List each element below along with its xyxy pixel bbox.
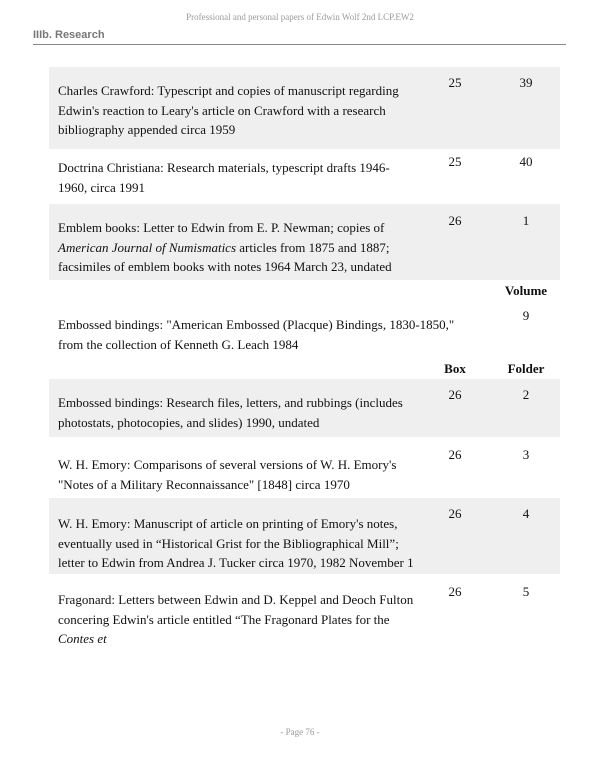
table-row — [49, 204, 560, 280]
folder-number: 5 — [522, 584, 530, 599]
row-description — [58, 218, 418, 277]
box-column-header: Box — [444, 361, 466, 376]
table-row — [49, 437, 560, 498]
table-row — [49, 498, 560, 574]
table-row — [49, 149, 560, 204]
table-row — [49, 379, 560, 437]
desc-italic-title: Contes et — [58, 631, 107, 646]
row-description — [58, 590, 418, 649]
desc-text: articles from 1875 and 1887; facsimiles of emblem books with notes 1964 March 23, undated — [58, 239, 392, 274]
table-row — [49, 67, 560, 149]
row-description: W. H. Emory: Comparisons of several versions of W. H. Emory's "Notes of a Military Reconnaissance" [1848] circa 1970 — [58, 457, 397, 492]
folder-number: 3 — [522, 447, 530, 462]
box-number: 25 — [448, 75, 462, 90]
box-number: 26 — [448, 506, 462, 521]
row-description: Doctrina Christiana: Research materials, typescript drafts 1946-1960, circa 1991 — [58, 160, 390, 195]
folder-number: 4 — [522, 506, 530, 521]
row-description: Charles Crawford: Typescript and copies of manuscript regarding Edwin's reaction to Leary's article on Crawford with a research bibliography appended circa 1959 — [58, 83, 399, 137]
folder-column-header: Folder — [507, 361, 545, 376]
box-number: 26 — [448, 447, 462, 462]
box-number: 26 — [448, 387, 462, 402]
table-row — [49, 303, 560, 359]
volume-number: 9 — [522, 308, 530, 323]
desc-text: Emblem books: Letter to Edwin from E. P. Newman; copies of — [58, 220, 385, 235]
box-number: 26 — [448, 213, 462, 228]
running-header: Professional and personal papers of Edwin Wolf 2nd LCP.EW2 — [186, 12, 414, 22]
folder-number: 2 — [522, 387, 530, 402]
box-number: 25 — [448, 154, 462, 169]
section-heading: IIIb. Research — [33, 29, 105, 41]
desc-text: Fragonard: Letters between Edwin and D. Keppel and Deoch Fulton concering Edwin's article entitled “The Fragonard Plates for the — [58, 592, 414, 627]
table-row — [49, 574, 560, 646]
volume-column-header: Volume — [504, 283, 548, 298]
box-number: 26 — [448, 584, 462, 599]
header-rule — [33, 44, 566, 45]
row-description: Embossed bindings: Research files, letters, and rubbings (includes photostats, photocopies, and slides) 1990, undated — [58, 395, 403, 430]
folder-number: 40 — [519, 154, 533, 169]
folder-number: 39 — [519, 75, 533, 90]
folder-number: 1 — [522, 213, 530, 228]
row-description: Embossed bindings: "American Embossed (Placque) Bindings, 1830-1850," from the collection of Kenneth G. Leach 1984 — [58, 317, 455, 352]
row-description: W. H. Emory: Manuscript of article on printing of Emory's notes, eventually used in “Historical Grist for the Bibliographical Mill”; letter to Edwin from Andrea J. Tucker circa 1970, 1982 November 1 — [58, 516, 414, 570]
page-number: - Page 76 - — [280, 727, 320, 737]
desc-italic-title: American Journal of Numismatics — [58, 239, 237, 255]
